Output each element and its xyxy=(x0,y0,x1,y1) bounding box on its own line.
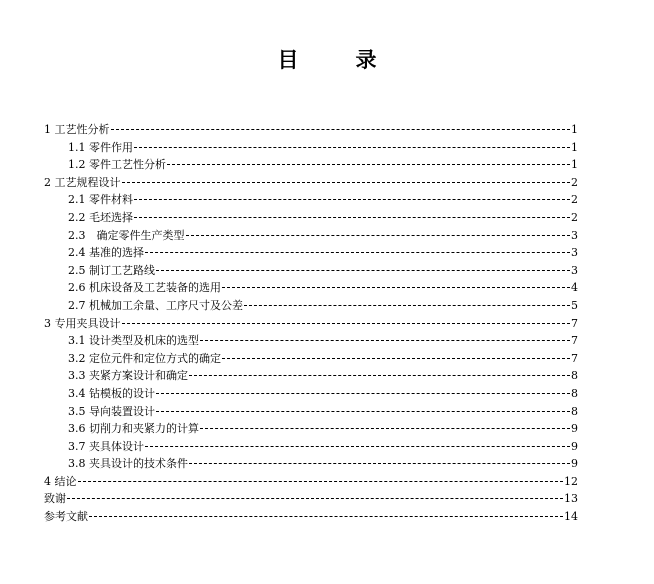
toc-entry-page: 7 xyxy=(571,351,578,365)
toc-leader xyxy=(222,287,570,288)
toc-entry-page: 9 xyxy=(571,422,578,436)
toc-entry-label: 3.6 切削力和夹紧力的计算 xyxy=(68,422,199,436)
toc-entry[interactable] xyxy=(44,174,578,192)
toc-entry-page: 3 xyxy=(571,228,578,242)
toc-leader xyxy=(67,498,563,499)
toc-leader xyxy=(244,305,570,306)
toc-entry[interactable] xyxy=(44,350,578,368)
toc-leader xyxy=(200,340,570,341)
toc-entry[interactable] xyxy=(44,490,578,508)
toc-entry[interactable] xyxy=(44,367,578,385)
toc-entry-page: 9 xyxy=(571,457,578,471)
toc-entry[interactable] xyxy=(44,227,578,245)
toc-entry[interactable] xyxy=(44,438,578,456)
toc-entry[interactable] xyxy=(44,403,578,421)
toc-leader xyxy=(145,446,570,447)
toc-entry-page: 7 xyxy=(571,334,578,348)
toc-entry[interactable] xyxy=(44,209,578,227)
toc-entry[interactable] xyxy=(44,473,578,491)
toc-leader xyxy=(78,481,564,482)
toc-entry-page: 7 xyxy=(571,316,578,330)
toc-leader xyxy=(134,147,570,148)
toc-entry[interactable] xyxy=(44,191,578,209)
toc-entry[interactable] xyxy=(44,508,578,526)
toc-entry-page: 14 xyxy=(564,510,578,524)
toc-leader xyxy=(145,252,570,253)
toc-leader xyxy=(156,393,570,394)
toc-entry-page: 2 xyxy=(571,175,578,189)
toc-leader xyxy=(167,164,570,165)
toc-entry-page: 2 xyxy=(571,210,578,224)
toc-entry-page: 12 xyxy=(564,474,578,488)
toc-entry[interactable] xyxy=(44,315,578,333)
toc-entry-page: 1 xyxy=(571,158,578,172)
toc-entry-page: 4 xyxy=(571,281,578,295)
toc-entry-label: 1.1 零件作用 xyxy=(68,140,133,154)
toc-entry-page: 13 xyxy=(564,492,578,506)
toc-entry-label: 3.4 钻模板的设计 xyxy=(68,386,155,400)
toc-entry[interactable] xyxy=(44,244,578,262)
toc-leader xyxy=(222,358,570,359)
toc-leader xyxy=(122,323,571,324)
toc-entry[interactable] xyxy=(44,121,578,139)
toc-entry-label: 3.2 定位元件和定位方式的确定 xyxy=(68,351,221,365)
toc-entry-label: 2.7 机械加工余量、工序尺寸及公差 xyxy=(68,298,243,312)
table-of-contents xyxy=(44,121,578,526)
toc-entry-label: 3 专用夹具设计 xyxy=(44,316,121,330)
toc-entry[interactable] xyxy=(44,156,578,174)
toc-leader xyxy=(156,411,570,412)
toc-entry[interactable] xyxy=(44,420,578,438)
toc-leader xyxy=(200,428,570,429)
toc-entry[interactable] xyxy=(44,139,578,157)
toc-entry[interactable] xyxy=(44,455,578,473)
toc-entry-page: 8 xyxy=(571,404,578,418)
toc-entry-page: 8 xyxy=(571,386,578,400)
toc-entry-page: 1 xyxy=(571,140,578,154)
toc-entry[interactable] xyxy=(44,297,578,315)
toc-entry-page: 3 xyxy=(571,263,578,277)
toc-leader xyxy=(134,217,570,218)
toc-entry-label: 3.3 夹紧方案设计和确定 xyxy=(68,369,188,383)
toc-entry-label: 1 工艺性分析 xyxy=(44,123,110,136)
toc-entry-label: 2.6 机床设备及工艺装备的选用 xyxy=(68,281,221,295)
toc-leader xyxy=(189,375,570,376)
toc-entry-label: 2.1 零件材料 xyxy=(68,193,133,207)
toc-entry[interactable] xyxy=(44,279,578,297)
toc-entry-label: 3.5 导向装置设计 xyxy=(68,404,155,418)
toc-entry-label: 2.2 毛坯选择 xyxy=(68,210,133,224)
toc-entry[interactable] xyxy=(44,385,578,403)
page-title: 目 录 xyxy=(277,48,395,72)
toc-entry-label: 2.5 制订工艺路线 xyxy=(68,263,155,277)
toc-entry-page: 3 xyxy=(571,246,578,260)
toc-leader xyxy=(134,199,570,200)
toc-leader xyxy=(186,235,571,236)
toc-entry[interactable] xyxy=(44,332,578,350)
toc-entry-label: 致谢 xyxy=(44,492,66,506)
toc-entry-label: 2.3 确定零件生产类型 xyxy=(68,228,185,242)
toc-entry-label: 2 工艺规程设计 xyxy=(44,175,121,189)
toc-entry-label: 参考文献 xyxy=(44,510,88,524)
toc-entry-label: 3.7 夹具体设计 xyxy=(68,439,144,453)
toc-entry-page: 5 xyxy=(571,298,578,312)
toc-leader xyxy=(89,516,563,517)
toc-entry-label: 2.4 基准的选择 xyxy=(68,246,144,260)
toc-entry-label: 3.1 设计类型及机床的选型 xyxy=(68,334,199,348)
toc-entry-label: 1.2 零件工艺性分析 xyxy=(68,158,166,172)
toc-entry[interactable] xyxy=(44,262,578,280)
toc-leader xyxy=(189,463,570,464)
toc-entry-label: 4 结论 xyxy=(44,474,77,488)
toc-entry-page: 1 xyxy=(571,123,578,136)
toc-leader xyxy=(111,129,571,130)
toc-entry-label: 3.8 夹具设计的技术条件 xyxy=(68,457,188,471)
toc-entry-page: 8 xyxy=(571,369,578,383)
toc-entry-page: 9 xyxy=(571,439,578,453)
toc-leader xyxy=(156,270,570,271)
toc-leader xyxy=(122,182,571,183)
toc-entry-page: 2 xyxy=(571,193,578,207)
